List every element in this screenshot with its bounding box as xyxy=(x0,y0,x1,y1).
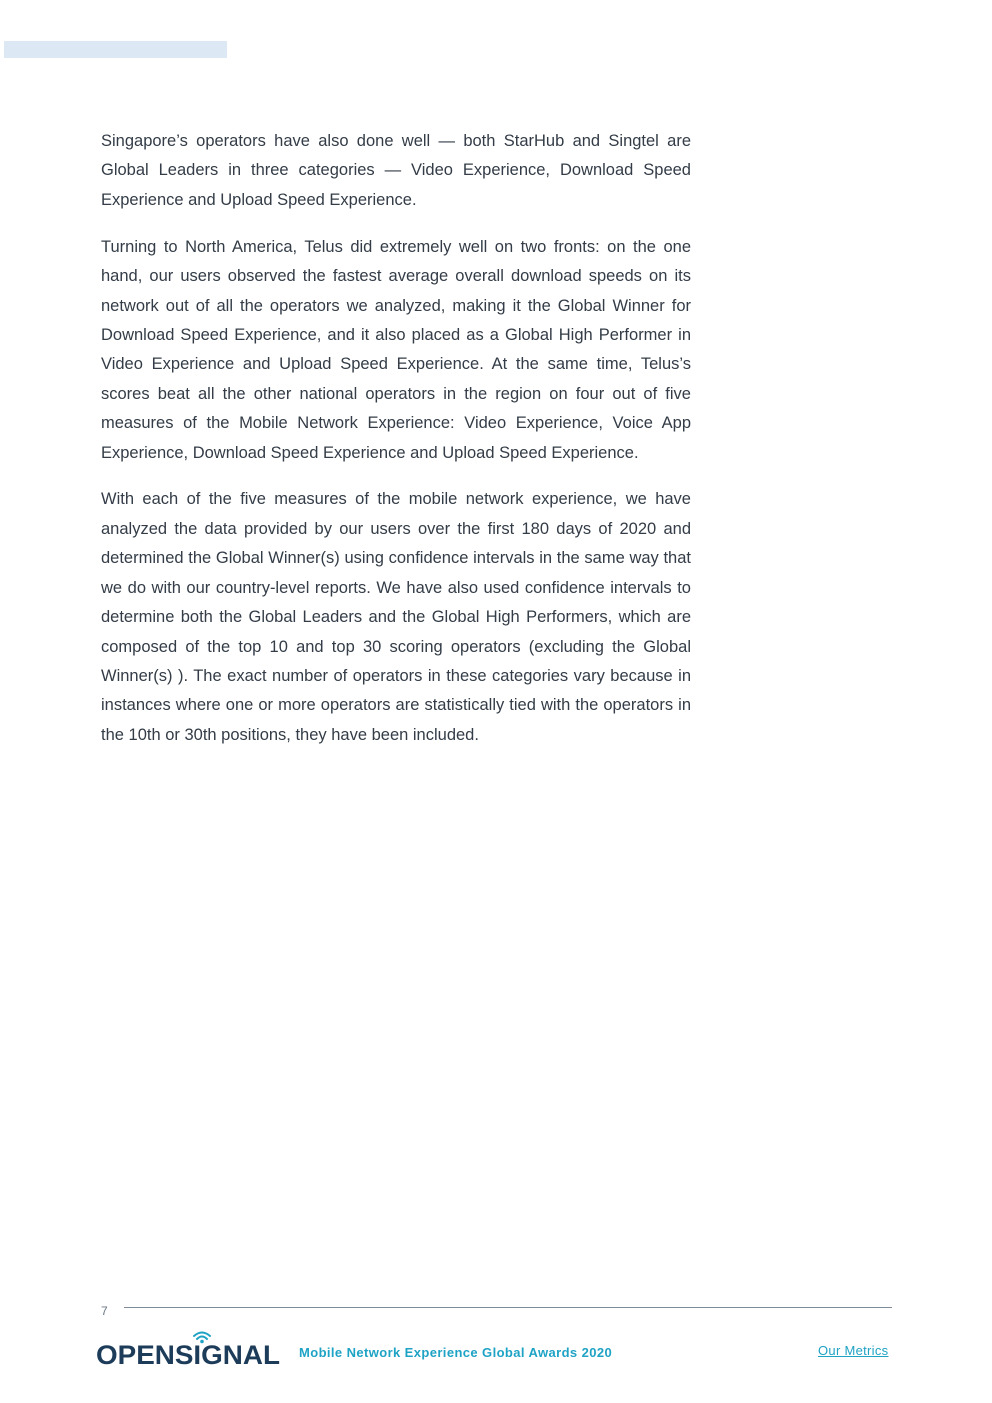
footer-divider xyxy=(124,1307,892,1308)
main-content xyxy=(101,127,691,768)
paragraph-north-america: Turning to North America, Telus did extremely well on two fronts: on the one hand, our users observed the fastest average overall download speeds on its network out of all the operators we analyzed, making it the Global Winner for Download Speed Experience, and it also placed as a Global High Performer in Video Experience and Upload Speed Experience. At the same time, Telus’s scores beat all the other national operators in the region on four out of five measures of the Mobile Network Experience: Video Experience, Voice App Experience, Download Speed Experience and Upload Speed Experience. xyxy=(101,237,691,462)
header-accent-bar xyxy=(4,41,227,58)
paragraph-methodology: With each of the five measures of the mobile network experience, we have analyzed the data provided by our users over the first 180 days of 2020 and determined the Global Winner(s) using confidence intervals in the same way that we do with our country-level reports. We have also used confidence intervals to determine both the Global Leaders and the Global High Performers, which are composed of the top 10 and top 30 scoring operators (excluding the Global Winner(s) ). The exact number of operators in these categories vary because in instances where one or more operators are statistically tied with the operators in the 10th or 30th positions, they have been included. xyxy=(101,490,691,744)
page-number: 7 xyxy=(101,1304,108,1318)
footer-report-title: Mobile Network Experience Global Awards 2020 xyxy=(299,1345,613,1360)
paragraph-singapore: Singapore’s operators have also done well — both StarHub and Singtel are Global Leaders in three categories — Video Experience, Download Speed Experience and Upload Speed Experience. xyxy=(101,132,691,209)
our-metrics-link[interactable]: Our Metrics xyxy=(818,1343,889,1358)
opensignal-logo xyxy=(96,1331,282,1369)
logo-wordmark: OPENSIGNAL xyxy=(96,1340,280,1369)
signal-icon xyxy=(194,1333,210,1340)
